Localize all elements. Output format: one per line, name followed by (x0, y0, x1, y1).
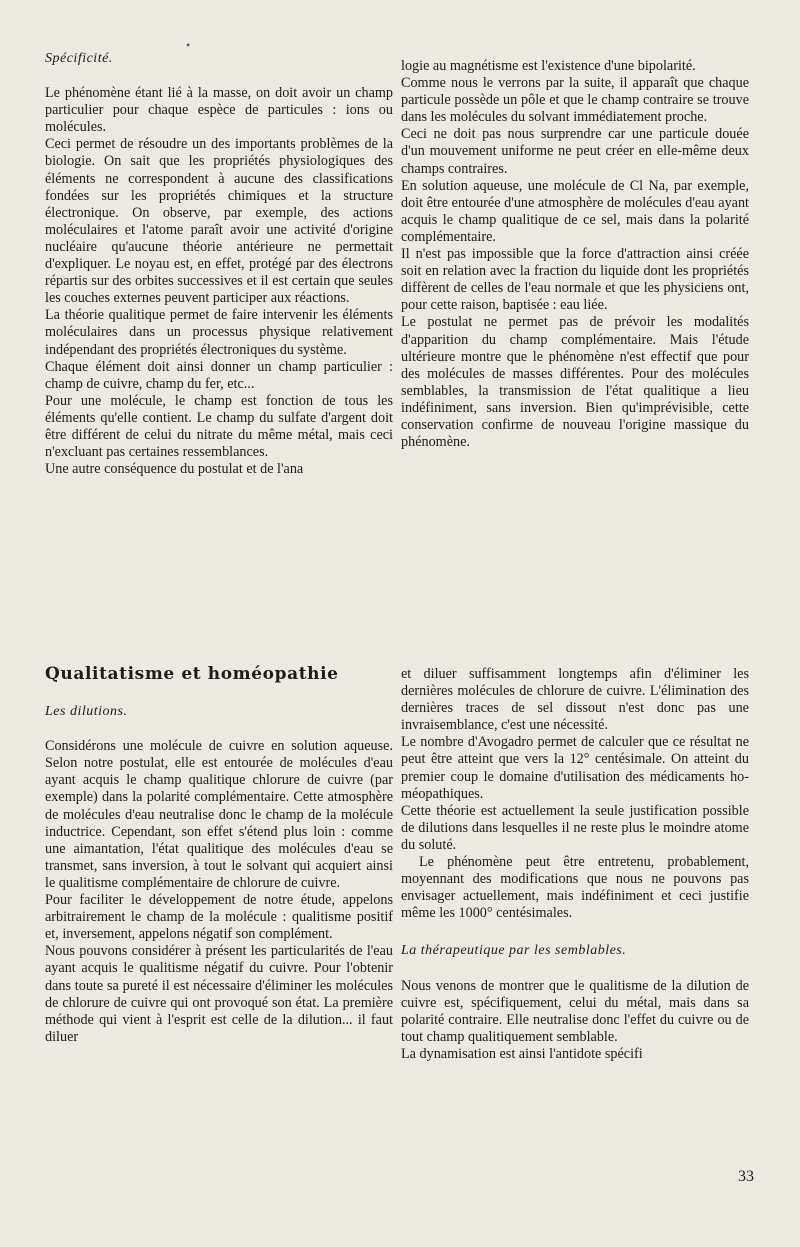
paragraph: Ceci permet de résoudre un des importants problèmes de la biologie. On sait que les propriétés physiologiques des éléments ne correspondent à aucune des classifications fondées sur les propriétés chimiques et la structure électronique. On observe, par exemple, des actions moléculaires et l'atome paraît avoir une activité d'origine nucléaire qu'aucune théorie antérieure ne permettait d'expliquer. Le noyau est, en effet, protégé par des électrons répartis sur des orbites successives et il est certain que seules les couches externes peuvent participer aux réactions. (45, 136, 393, 307)
paragraph: Chaque élément doit ainsi donner un champ particulier : champ de cuivre, champ du fer, etc... (45, 358, 393, 392)
paragraph: logie au magnétisme est l'existence d'une bipolarité. (401, 58, 696, 74)
paragraph: Il n'est pas impossible que la force d'attraction ainsi créée soit en relation avec la fraction du liquide dont les propriétés diffèrent de celles de l'eau normale et que les physiciens ont, pour cette raison, baptisée : eau liée. (401, 246, 749, 314)
paragraph: En solution aqueuse, une molécule de Cl Na, par exemple, doit être entourée d'une atmosphère de molécules d'eau ayant acquis le champ qualitique de ce sel, mais dans la polarité complémentaire. (401, 177, 749, 245)
paragraph: La théorie qualitique permet de faire intervenir les éléments moléculaires dans un processus physique relativement indépendant des propriétés électroniques du système. (45, 307, 393, 358)
column-left-bottom (45, 666, 393, 1046)
stray-dot: • (186, 38, 191, 52)
paragraph: Comme nous le verrons par la suite, il apparaît que chaque particule possède un pôle et que le champ contraire se trouve dans les molécules du solvant immédiatement proche. (401, 75, 749, 126)
paragraph: et diluer suffisamment longtemps afin d'éliminer les dernières molécules de chlorure de cuivre. L'élimination des dernières traces de sel dissout n'est donc pas une invraisemblance, c'est une nécessité. (401, 666, 749, 734)
heading-therapeutique: La thérapeutique par les semblables. (401, 943, 627, 959)
paragraph: Le nombre d'Avogadro permet de calculer que ce résultat ne peut être atteint que vers la 12° centésimale. On atteint du premier coup le domaine d'utilisation des médicaments homéopathiques. (401, 734, 749, 802)
paragraph: La dynamisation est ainsi l'antidote spécifi (401, 1045, 643, 1062)
paragraph: Le phénomène peut être entretenu, probablement, moyennant des modifications que nous ne pouvons pas envisager actuellement, mais indéfiniment et ceci justifie même les 1000° centésimales. (401, 854, 749, 922)
heading-specificite: Spécificité. (45, 51, 113, 66)
paragraph: Le phénomène étant lié à la masse, on doit avoir un champ particulier pour chaque espèce de particules : ions ou molécules. (45, 85, 393, 136)
heading-dilutions: Les dilutions. (45, 704, 128, 720)
paragraph: Pour faciliter le développement de notre étude, appelons arbitrairement le champ de la molécule : qualitisme positif et, inversement, appelons négatif son complément. (45, 892, 393, 943)
page-number: 33 (738, 1168, 754, 1185)
paragraph: Considérons une molécule de cuivre en solution aqueuse. Selon notre postulat, elle est entourée de molécules d'eau ayant acquis le champ qualitique chlorure de cuivre (par exemple) dans la polarité complémentaire. Cette atmosphère de molécules d'eau neutralise donc le champ de la molécule inductrice. Cependant, son effet s'étend plus loin : comme une aimantation, l'état qualitique des molécules d'eau se transmet, sans inversion, à tout le solvant qui acquiert ainsi le qualitisme complémentaire de chlorure de cuivre. (45, 738, 393, 891)
column-left-top (45, 50, 393, 478)
column-right-top (401, 58, 749, 451)
paragraph: Nous venons de montrer que le qualitisme de la dilution de cuivre est, spécifiquement, celui du métal, mais dans sa polarité contraire. Elle neutralise donc l'effet du cuivre ou de tout champ qualitiquement semblable. (401, 977, 749, 1045)
paragraph: Nous pouvons considérer à présent les particularités de l'eau ayant acquis le qualitisme négatif du cuivre. Pour l'obtenir dans toute sa pureté il est nécessaire d'éliminer les molécules de chlorure de cuivre qui ont provoqué son état. La première méthode qui vient à l'esprit est celle de la dilution... il faut diluer (45, 943, 393, 1045)
paragraph: Cette théorie est actuellement la seule justification possible de dilutions dans lesquelles il ne reste plus le moindre atome du soluté. (401, 802, 749, 853)
section-title: Qualitatisme et homéopathie (45, 664, 339, 684)
paragraph: Le postulat ne permet pas de prévoir les modalités d'apparition du champ complémentaire. Mais l'étude ultérieure montre que le phénomène n'est effectif que pour des molécules de masses différentes. Pour des molécules semblables, la transmission de l'état qualitique a lieu indéfiniment, sans inversion. Bien qu'imprévisible, cette conservation confirme de nouveau l'origine massique du phénomène. (401, 314, 749, 451)
paragraph: Ceci ne doit pas nous surprendre car une particule douée d'un mouvement uniforme ne peut créer en elle-même deux champs contraires. (401, 126, 749, 177)
column-right-bottom (401, 666, 749, 1063)
paragraph: Une autre conséquence du postulat et de l'ana (45, 461, 304, 478)
paragraph: Pour une molécule, le champ est fonction de tous les éléments qu'elle contient. Le champ du sulfate d'argent doit être différent de celui du nitrate du même métal, mais ceci n'excluant pas certaines ressemblances. (45, 392, 393, 461)
